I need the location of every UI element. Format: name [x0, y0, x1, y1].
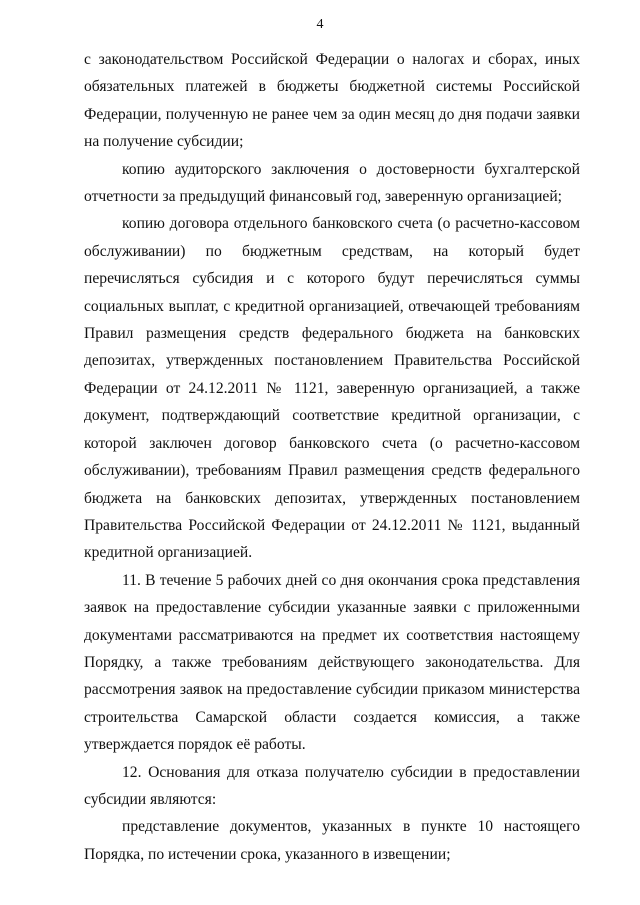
paragraph-continuation-tax-certificate: с законодательством Российской Федерации о налогах и сборах, иных обязательных платежей в бюджеты бюджетной системы Российской Федерации, полученную не ранее чем за один месяц до дня подачи заявки на получение субсидии; — [84, 51, 580, 151]
page-number: 4 — [316, 17, 324, 32]
paragraph-late-submission: представление документов, указанных в пункте 10 настоящего Порядка, по истечении срока, указанного в извещении; — [84, 818, 580, 863]
paragraph-section-12-refusal-grounds: 12. Основания для отказа получателю субсидии в предоставлении субсидии являются: — [84, 763, 580, 808]
paragraph-section-11-review: 11. В течение 5 рабочих дней со дня окончания срока представления заявок на предоставление субсидии указанные заявки с приложенными документами рассматриваются на предмет их соответствия настоящему Порядку, а также требованиям действующего законодательства. Для рассмотрения заявок на предоставление субсидии приказом министерства строительства Самарской области создается комиссия, а также утверждается порядок её работы. — [84, 571, 580, 754]
paragraph-bank-account-agreement: копию договора отдельного банковского счета (о расчетно-кассовом обслуживании) по бюджетным средствам, на который будет перечисляться субсидия и с которого будут перечисляться суммы социальных выплат, с кредитной организацией, отвечающей требованиям Правил размещения средств федерального бюджета на банковских депозитах, утвержденных постановлением Правительства Российской Федерации от 24.12.2011 № 1121, заверенную организацией, а также документ, подтверждающий соответствие кредитной организации, с которой заключен договор банковского счета (о расчетно-кассовом обслуживании), требованиям Правил размещения средств федерального бюджета на банковских депозитах, утвержденных постановлением Правительства Российской Федерации от 24.12.2011 № 1121, выданный кредитной организацией. — [84, 215, 580, 562]
document-body — [84, 46, 580, 868]
paragraph-audit-report-copy: копию аудиторского заключения о достоверности бухгалтерской отчетности за предыдущий финансовый год, заверенную организацией; — [84, 160, 580, 206]
